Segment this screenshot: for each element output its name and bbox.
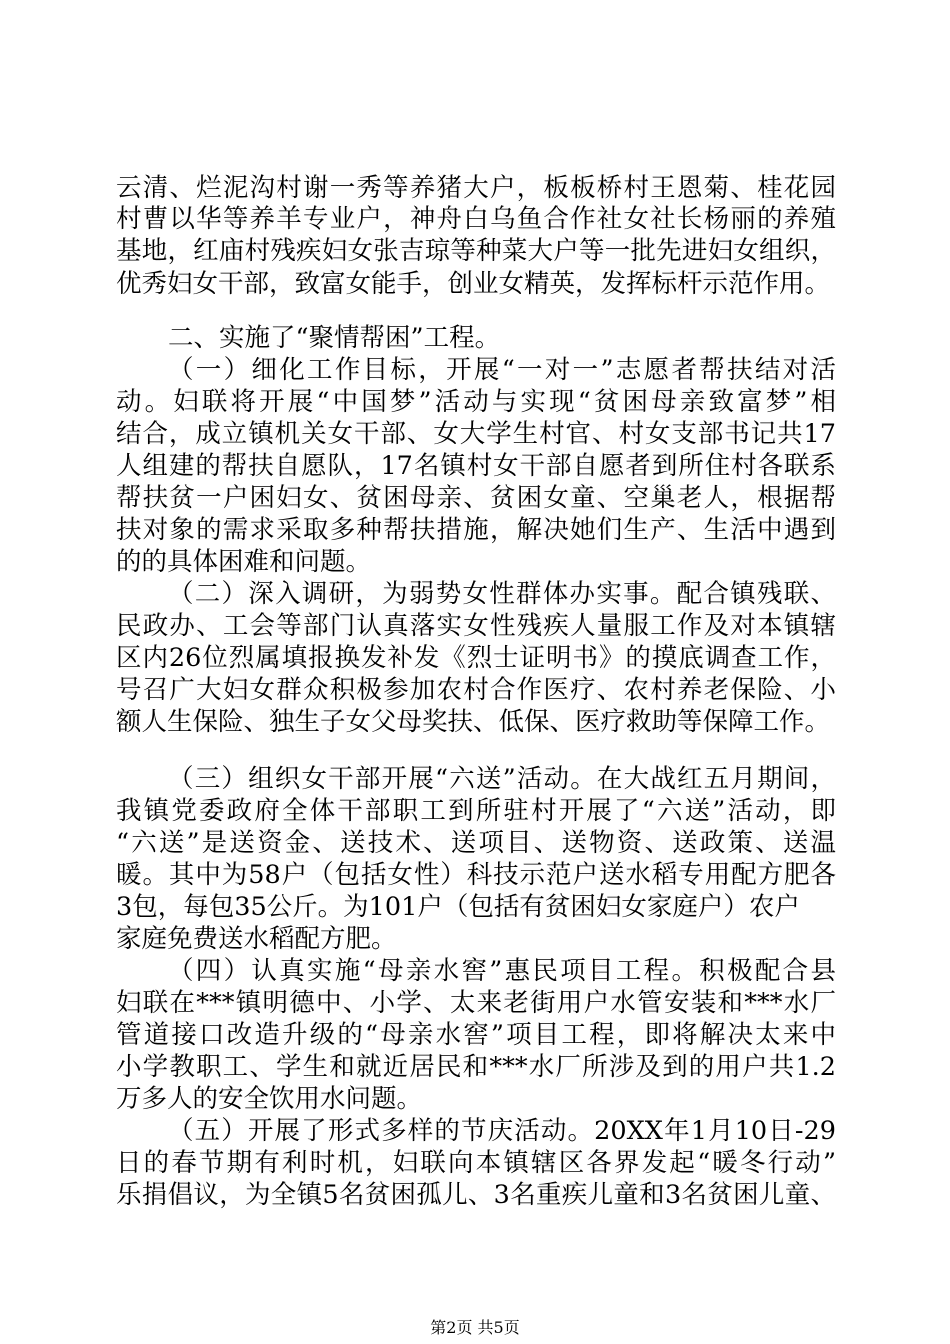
text-line: 家庭免费送水稻配方肥。 bbox=[116, 923, 397, 954]
text-line: 基地，红庙村残疾妇女张吉琼等种菜大户等一批先进妇女组织， bbox=[116, 236, 836, 267]
text-line: 人组建的帮扶自愿队，17名镇村女干部自愿者到所住村各联系 bbox=[116, 451, 836, 482]
paragraph-first-line: （一）细化工作目标，开展“一对一”志愿者帮扶结对活 bbox=[168, 354, 836, 385]
text-line: 结合，成立镇机关女干部、女大学生村官、村女支部书记共17 bbox=[116, 418, 836, 449]
text-line: 妇联在***镇明德中、小学、太来老街用户水管安装和***水厂 bbox=[116, 988, 836, 1019]
paragraph-first-line: （三）组织女干部开展“六送”活动。在大战红五月期间， bbox=[168, 764, 836, 795]
text-line: 我镇党委政府全体干部职工到所驻村开展了“六送”活动，即 bbox=[116, 795, 836, 826]
text-line: 3包，每包35公斤。为101户（包括有贫困妇女家庭户）农户 bbox=[116, 892, 800, 923]
text-line: 云清、烂泥沟村谢一秀等养猪大户，板板桥村王恩菊、桂花园 bbox=[116, 172, 836, 203]
text-line: 暖。其中为58户（包括女性）科技示范户送水稻专用配方肥各 bbox=[116, 860, 836, 891]
text-line: 小学教职工、学生和就近居民和***水厂所涉及到的用户共1.2 bbox=[116, 1051, 836, 1082]
text-line: 的的具体困难和问题。 bbox=[116, 546, 372, 577]
text-line: 日的春节期有利时机，妇联向本镇辖区各界发起“暖冬行动” bbox=[116, 1148, 836, 1179]
text-line: 优秀妇女干部，致富女能手，创业女精英，发挥标杆示范作用。 bbox=[116, 268, 831, 299]
page-footer: 第2页 共5页 bbox=[430, 1318, 520, 1337]
text-line: 扶对象的需求采取多种帮扶措施，解决她们生产、生活中遇到 bbox=[116, 514, 836, 545]
text-line: 动。妇联将开展“中国梦”活动与实现“贫困母亲致富梦”相 bbox=[116, 386, 836, 417]
text-line: 万多人的安全饮用水问题。 bbox=[116, 1083, 423, 1114]
text-line: 民政办、工会等部门认真落实女性残疾人量服工作及对本镇辖 bbox=[116, 611, 836, 642]
text-line: 区内26位烈属填报换发补发《烈士证明书》的摸底调查工作， bbox=[116, 642, 836, 673]
paragraph-first-line: （二）深入调研，为弱势女性群体办实事。配合镇残联、 bbox=[168, 579, 836, 610]
text-line: 帮扶贫一户困妇女、贫困母亲、贫困女童、空巢老人，根据帮 bbox=[116, 482, 836, 513]
text-line: 管道接口改造升级的“母亲水窖”项目工程，即将解决太来中 bbox=[116, 1020, 836, 1051]
section-heading: 二、实施了“聚情帮困”工程。 bbox=[168, 323, 501, 354]
text-line: 额人生保险、独生子女父母奖扶、低保、医疗救助等保障工作。 bbox=[116, 707, 831, 738]
paragraph-first-line: （五）开展了形式多样的节庆活动。20XX年1月10日-29 bbox=[168, 1116, 836, 1147]
text-line: 乐捐倡议，为全镇5名贫困孤儿、3名重疾儿童和3名贫困儿童、 bbox=[116, 1179, 836, 1210]
paragraph-first-line: （四）认真实施“母亲水窖”惠民项目工程。积极配合县 bbox=[168, 955, 836, 986]
text-line: “六送”是送资金、送技术、送项目、送物资、送政策、送温 bbox=[116, 827, 836, 858]
text-line: 村曹以华等养羊专业户，神舟白乌鱼合作社女社长杨丽的养殖 bbox=[116, 204, 836, 235]
text-line: 号召广大妇女群众积极参加农村合作医疗、农村养老保险、小 bbox=[116, 674, 836, 705]
